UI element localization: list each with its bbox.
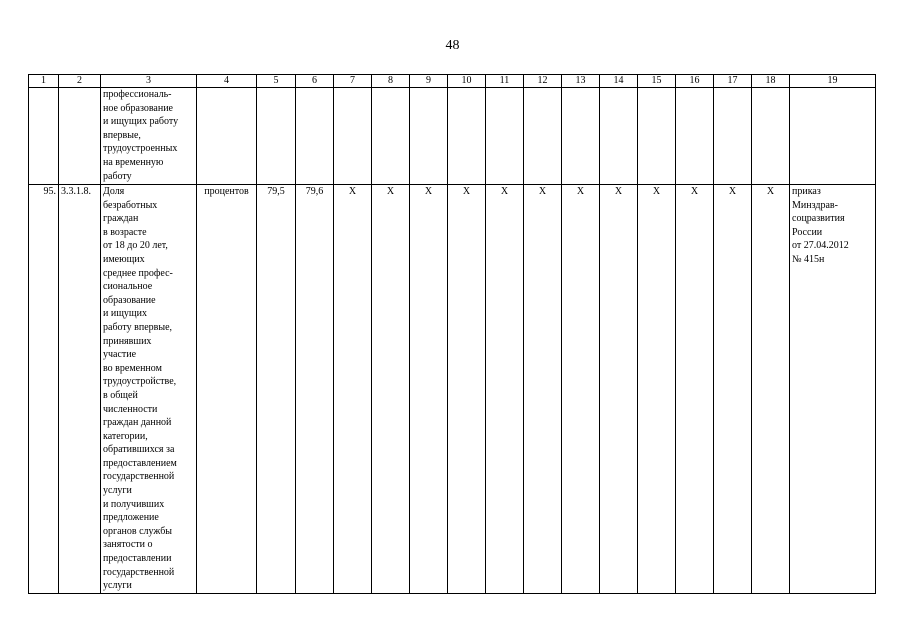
text-line: занятости о [103, 539, 153, 551]
cont-cell-4 [197, 88, 257, 185]
text-line: работу впервые, [103, 321, 173, 333]
cont-cell-17 [714, 88, 752, 185]
text-line: услуги [103, 580, 132, 592]
text-line: от 27.04.2012 [792, 240, 849, 252]
cont-cell-18 [752, 88, 790, 185]
table-row [29, 185, 876, 594]
column-header: 18 [752, 75, 790, 88]
cont-cell-6 [296, 88, 334, 185]
cont-cell-14 [600, 88, 638, 185]
text-line: от 18 до 20 лет, [103, 240, 168, 252]
column-header: 6 [296, 75, 334, 88]
mark-cell: Х [486, 185, 524, 594]
cont-cell-9 [410, 88, 448, 185]
text-line: граждан [103, 213, 139, 225]
text-line: имеющих [103, 253, 145, 265]
mark-cell: Х [752, 185, 790, 594]
text-line: государственной [103, 471, 175, 483]
text-line: № 415н [792, 253, 825, 265]
value-col-5: 79,5 [257, 185, 296, 594]
continuation-indicator-text [101, 88, 197, 185]
indicator-code: 3.3.1.8. [59, 185, 101, 594]
indicator-table [28, 74, 876, 594]
cont-cell-7 [334, 88, 372, 185]
row-number: 95. [29, 185, 59, 594]
cont-cell-11 [486, 88, 524, 185]
text-line: соцразвития [792, 213, 845, 225]
column-header: 3 [101, 75, 197, 88]
text-line: трудоустройстве, [103, 376, 177, 388]
text-line: обратившихся за [103, 444, 175, 456]
text-line: предоставлении [103, 553, 172, 565]
text-line: во временном [103, 362, 162, 374]
column-header: 14 [600, 75, 638, 88]
column-header: 8 [372, 75, 410, 88]
continuation-row [29, 88, 876, 185]
text-line: России [792, 226, 823, 238]
mark-cell: Х [638, 185, 676, 594]
mark-cell: Х [410, 185, 448, 594]
cont-cell-8 [372, 88, 410, 185]
text-line: профессиональ- [103, 89, 172, 100]
page-number: 48 [445, 38, 460, 53]
cont-cell-19 [790, 88, 876, 185]
text-line: органов службы [103, 525, 172, 537]
cont-cell-15 [638, 88, 676, 185]
column-header: 7 [334, 75, 372, 88]
column-header: 12 [524, 75, 562, 88]
mark-cell: Х [714, 185, 752, 594]
text-line: участие [103, 349, 137, 361]
text-line: и ищущих работу [103, 116, 179, 128]
text-line: категории, [103, 430, 148, 442]
text-line: услуги [103, 485, 132, 497]
text-line: сиональное [103, 281, 153, 293]
column-header: 10 [448, 75, 486, 88]
text-line: и ищущих [103, 308, 147, 320]
source-document [790, 185, 876, 594]
text-line: Доля [103, 186, 125, 197]
mark-cell: Х [676, 185, 714, 594]
cont-cell-16 [676, 88, 714, 185]
mark-cell: Х [600, 185, 638, 594]
column-header: 15 [638, 75, 676, 88]
mark-cell: Х [562, 185, 600, 594]
text-line: среднее профес- [103, 267, 173, 279]
text-line: государственной [103, 566, 175, 578]
cont-cell-13 [562, 88, 600, 185]
column-header: 4 [197, 75, 257, 88]
text-line: работу [103, 170, 132, 182]
column-header: 9 [410, 75, 448, 88]
mark-cell: Х [524, 185, 562, 594]
mark-cell: Х [448, 185, 486, 594]
text-line: на временную [103, 156, 164, 168]
text-line: и получивших [103, 498, 165, 510]
cont-cell-2 [59, 88, 101, 185]
column-header: 17 [714, 75, 752, 88]
column-header: 1 [29, 75, 59, 88]
unit-cell: процентов [197, 185, 257, 594]
cont-cell-10 [448, 88, 486, 185]
cont-cell-5 [257, 88, 296, 185]
mark-cell: Х [372, 185, 410, 594]
text-line: ное образование [103, 102, 173, 114]
mark-cell: Х [334, 185, 372, 594]
text-line: трудоустроенных [103, 143, 178, 155]
text-line: граждан данной [103, 417, 172, 429]
indicator-name [101, 185, 197, 594]
cont-cell-1 [29, 88, 59, 185]
column-header: 16 [676, 75, 714, 88]
text-line: предоставлением [103, 457, 177, 469]
text-line: принявших [103, 335, 152, 347]
column-number-row [29, 75, 876, 88]
text-line: Минздрав- [792, 199, 838, 211]
value-col-6: 79,6 [296, 185, 334, 594]
text-line: образование [103, 294, 156, 306]
column-header: 5 [257, 75, 296, 88]
text-line: приказ [792, 186, 821, 197]
column-header: 19 [790, 75, 876, 88]
column-header: 13 [562, 75, 600, 88]
column-header: 11 [486, 75, 524, 88]
cont-cell-12 [524, 88, 562, 185]
text-line: в общей [103, 389, 138, 401]
text-line: предложение [103, 512, 159, 524]
text-line: численности [103, 403, 158, 415]
text-line: безработных [103, 199, 158, 211]
text-line: в возрасте [103, 226, 147, 238]
text-line: впервые, [103, 129, 141, 141]
column-header: 2 [59, 75, 101, 88]
